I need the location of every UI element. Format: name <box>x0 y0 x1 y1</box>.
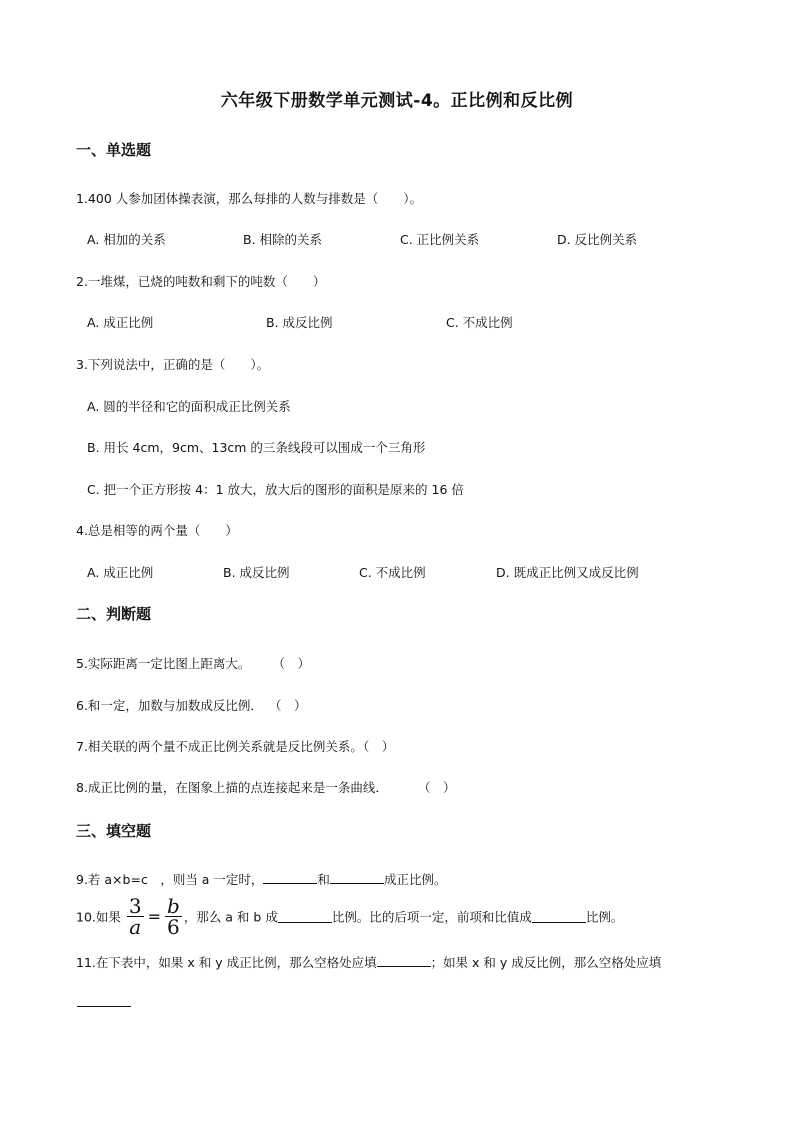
q1-option-c: C. 正比例关系 <box>400 232 480 247</box>
question-9-text-mid: 和 <box>317 872 330 887</box>
q11-blank-1 <box>377 954 431 967</box>
q1-option-d: D. 反比例关系 <box>557 232 638 247</box>
question-10-text-start: 10.如果 <box>76 909 121 925</box>
q4-option-a: A. 成正比例 <box>87 565 154 580</box>
question-10 <box>76 896 623 937</box>
section-heading-fill-blank: 三、填空题 <box>76 822 152 840</box>
fraction-b-over-6 <box>165 896 182 937</box>
question-9 <box>76 870 446 888</box>
question-10-text-mid1: ，那么 a 和 b 成 <box>183 909 278 925</box>
question-2: 2.一堆煤，已烧的吨数和剩下的吨数（ ） <box>76 274 326 289</box>
q2-option-b: B. 成反比例 <box>266 315 333 330</box>
question-6-answer-parens: （ ） <box>268 698 307 713</box>
q3-option-a: A. 圆的半径和它的面积成正比例关系 <box>87 399 291 414</box>
fraction-1-denominator: a <box>129 915 142 939</box>
question-4: 4.总是相等的两个量（ ） <box>76 523 238 538</box>
question-8-text: 8.成正比例的量，在图象上描的点连接起来是一条曲线． <box>76 780 388 795</box>
question-8 <box>76 778 455 796</box>
fraction-2-denominator: 6 <box>167 915 180 939</box>
q2-option-c: C. 不成比例 <box>446 315 513 330</box>
question-9-text-end: 成正比例。 <box>383 872 447 887</box>
question-3: 3.下列说法中，正确的是（ ）。 <box>76 357 270 372</box>
q3-option-c: C. 把一个正方形按 4：1 放大，放大后的图形的面积是原来的 16 倍 <box>87 482 464 497</box>
question-11 <box>76 953 661 971</box>
fraction-1-numerator: 3 <box>128 894 142 918</box>
question-7-answer-parens: （ ） <box>362 739 395 754</box>
q9-blank-1 <box>263 871 317 884</box>
q10-blank-2 <box>532 910 586 923</box>
question-11-text-mid: ；如果 x 和 y 成反比例，那么空格处应填 <box>430 955 662 970</box>
question-5-text: 5.实际距离一定比图上距离大。 <box>76 656 251 671</box>
question-5 <box>76 654 310 672</box>
fraction-2-numerator: b <box>167 894 180 918</box>
question-8-answer-parens: （ ） <box>417 780 456 795</box>
question-6 <box>76 696 306 714</box>
question-7 <box>76 737 394 755</box>
q3-option-b: B. 用长 4cm，9cm、13cm 的三条线段可以围成一个三角形 <box>87 440 426 455</box>
question-6-text: 6.和一定，加数与加数成反比例． <box>76 698 263 713</box>
question-10-text-mid2: 比例。比的后项一定，前项和比值成 <box>331 909 532 925</box>
question-5-answer-parens: （ ） <box>272 656 310 671</box>
question-9-text-start: 9.若 a×b=c ，则当 a 一定时， <box>76 872 264 887</box>
question-10-text-end: 比例。 <box>585 909 624 925</box>
q11-blank-2 <box>77 994 131 1007</box>
q4-option-d: D. 既成正比例又成反比例 <box>496 565 639 580</box>
q2-option-a: A. 成正比例 <box>87 315 154 330</box>
q9-blank-2 <box>330 871 384 884</box>
page-title: 六年级下册数学单元测试-4。正比例和反比例 <box>220 91 574 111</box>
section-heading-single-choice: 一、单选题 <box>76 141 152 159</box>
q4-option-b: B. 成反比例 <box>223 565 290 580</box>
question-11-text-start: 11.在下表中，如果 x 和 y 成正比例，那么空格处应填 <box>76 955 377 970</box>
question-7-text: 7.相关联的两个量不成正比例关系就是反比例关系。 <box>76 739 363 754</box>
fraction-3-over-a <box>127 896 144 937</box>
equals-sign: = <box>147 907 162 926</box>
q4-option-c: C. 不成比例 <box>359 565 426 580</box>
q1-option-a: A. 相加的关系 <box>87 232 166 247</box>
q10-blank-1 <box>278 910 332 923</box>
question-1: 1.400 人参加团体操表演，那么每排的人数与排数是（ ）。 <box>76 191 423 206</box>
q1-option-b: B. 相除的关系 <box>243 232 323 247</box>
section-heading-true-false: 二、判断题 <box>76 605 152 623</box>
